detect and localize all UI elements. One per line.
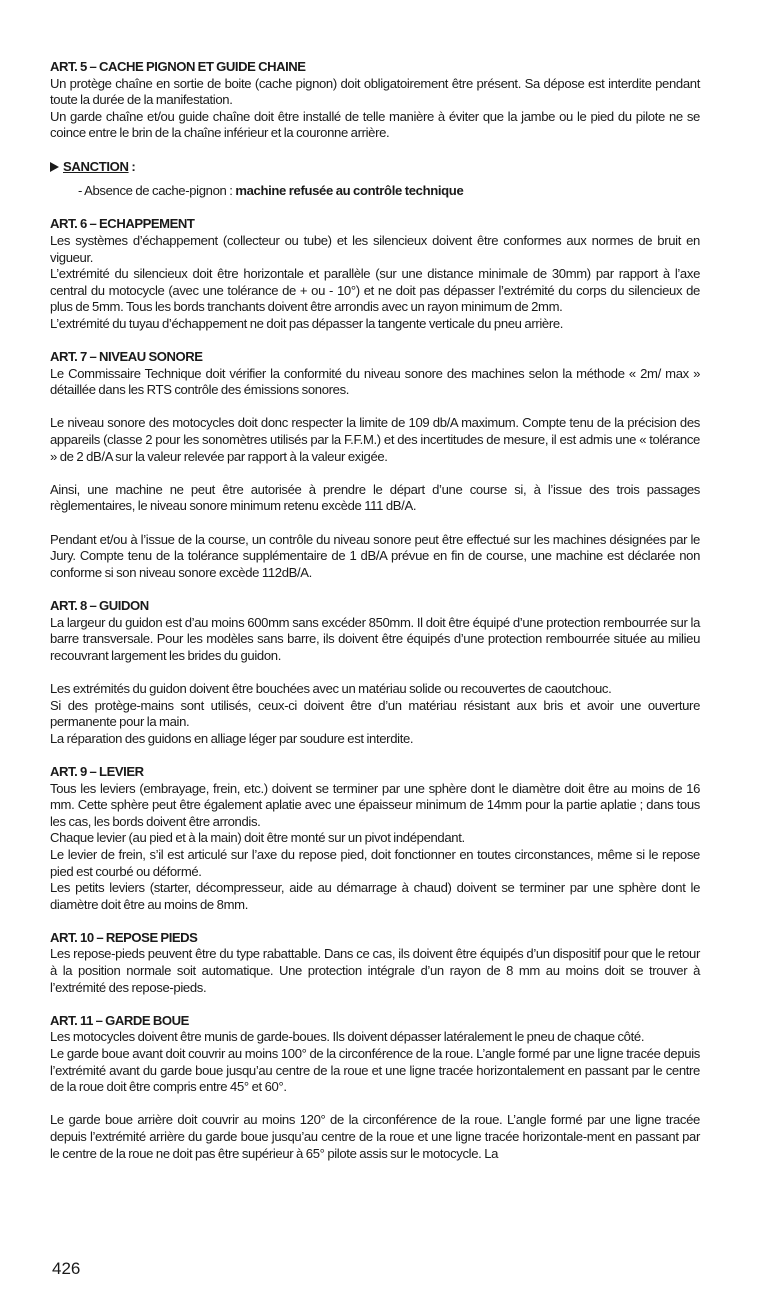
art8-paragraph-3: Si des protège-mains sont utilisés, ceux-ci doivent être d’un matériau résistant aux bris et avoir une ouverture permanente pour la main.: [50, 697, 700, 730]
art7-heading: ART. 7 – NIVEAU SONORE: [50, 349, 203, 365]
triangle-bullet-icon: [50, 162, 59, 172]
sanction-colon: :: [128, 158, 136, 174]
sanction-item-penalty: machine refusée au contrôle technique: [235, 183, 464, 199]
art9-paragraph-2: Chaque levier (au pied et à la main) doit être monté sur un pivot indépendant.: [50, 830, 465, 846]
art6-paragraph-3: L’extrémité du tuyau d’échappement ne doit pas dépasser la tangente verticale du pneu arrière.: [50, 315, 564, 331]
art7-paragraph-1: Le Commissaire Technique doit vérifier la conformité du niveau sonore des machines selon la méthode « 2m/ max » détaillée dans les RTS contrôle des émissions sonores.: [50, 365, 700, 398]
art11-paragraph-3: Le garde boue arrière doit couvrir au moins 120° de la circonférence de la roue. L’angle formé par une ligne tracée depuis l’extrémité arrière du garde boue jusqu’au centre de la roue et une ligne tracée horizontale-ment en passant par le centre de la roue ne doit pas être supérieur à 65° pilote assis sur le motocycle. La: [50, 1112, 700, 1161]
sanction-label: SANCTION: [63, 158, 129, 174]
art8-paragraph-2: Les extrémités du guidon doivent être bouchées avec un matériau solide ou recouvertes de caoutchouc.: [50, 680, 612, 696]
art6-paragraph-1: Les systèmes d’échappement (collecteur ou tube) et les silencieux doivent être conformes aux normes de bruit en vigueur.: [50, 232, 700, 265]
page-number: 426: [52, 1259, 81, 1278]
document-body: [50, 59, 700, 1162]
art9-paragraph-3: Le levier de frein, s’il est articulé sur l’axe du repose pied, doit fonctionner en toutes circonstances, même si le repose pied est courbé ou déformé.: [50, 846, 700, 879]
sanction-heading: [50, 159, 700, 176]
art9-heading: ART. 9 – LEVIER: [50, 763, 144, 779]
art7-paragraph-4: Pendant et/ou à l’issue de la course, un contrôle du niveau sonore peut être effectué sur les machines désignées par le Jury. Compte tenu de la tolérance supplémentaire de 1 dB/A prévue en fin de course, une machine est déclarée non conforme si son niveau sonore excède 112dB/A.: [50, 531, 700, 580]
art11-heading: ART. 11 – GARDE BOUE: [50, 1012, 189, 1028]
art11-paragraph-2: Le garde boue avant doit couvrir au moins 100° de la circonférence de la roue. L’angle formé par une ligne tracée depuis l’extrémité avant du garde boue jusqu’au centre de la roue et une ligne tracée horizontalement en passant par le centre de la roue doit être compris entre 45° et 60°.: [50, 1046, 700, 1095]
art10-paragraph-1: Les repose-pieds peuvent être du type rabattable. Dans ce cas, ils doivent être équipés d’un dispositif pour que le retour à la position normale soit automatique. Une protection intégrale d’un rayon de 8 mm au moins doit se trouver à l’extrémité des repose-pieds.: [50, 946, 700, 995]
sanction-item-text: - Absence de cache-pignon :: [78, 183, 236, 199]
art5-paragraph-1: Un protège chaîne en sortie de boite (cache pignon) doit obligatoirement être présent. Sa dépose est interdite pendant toute la durée de la manifestation.: [50, 75, 700, 108]
art11-paragraph-1: Les motocycles doivent être munis de garde-boues. Ils doivent dépasser latéralement le pneu de chaque côté.: [50, 1029, 645, 1045]
art6-heading: ART. 6 – ECHAPPEMENT: [50, 216, 195, 232]
art9-paragraph-4: Les petits leviers (starter, décompresseur, aide au démarrage à chaud) doivent se terminer par une sphère dont le diamètre doit être au moins de 8mm.: [50, 880, 700, 912]
art7-paragraph-3: Ainsi, une machine ne peut être autorisée à prendre le départ d’une course si, à l’issue des trois passages règlementaires, le niveau sonore minimum retenu excède 111 dB/A.: [50, 481, 700, 514]
art7-paragraph-2: Le niveau sonore des motocycles doit donc respecter la limite de 109 db/A maximum. Compte tenu de la précision des appareils (classe 2 pour les sonomètres utilisés par la F.F.M.) et des incertitudes de mesure, il est admis une « tolérance » de 2 dB/A sur la valeur relevée par rapport à la valeur exigée.: [50, 415, 700, 464]
art6-paragraph-2: L’extrémité du silencieux doit être horizontale et parallèle (sur une distance minimale de 30mm) par rapport à l’axe central du motocycle (avec une tolérance de + ou - 10°) et ne doit pas dépasser l’extrémité du corps du silencieux de plus de 5mm. Tous les bords tranchants doivent être arrondis avec un rayon minimum de 2mm.: [50, 266, 700, 315]
art10-heading: ART. 10 – REPOSE PIEDS: [50, 929, 198, 945]
art5-paragraph-2: Un garde chaîne et/ou guide chaîne doit être installé de telle manière à éviter que la jambe ou le pied du pilote ne se coince entre le brin de la chaîne inférieur et la couronne arrière.: [50, 108, 700, 141]
art8-paragraph-1: La largeur du guidon est d’au moins 600mm sans excéder 850mm. Il doit être équipé d’une protection rembourrée sur la barre transversale. Pour les modèles sans barre, ils doivent être équipés d’une protection rembourrée située au milieu recouvrant largement les brides du guidon.: [50, 614, 700, 663]
sanction-item: [50, 183, 700, 200]
art9-paragraph-1: Tous les leviers (embrayage, frein, etc.) doivent se terminer par une sphère dont le diamètre doit être au moins de 16 mm. Cette sphère peut être également aplatie avec une épaisseur minimum de 14mm pour la partie aplatie ; dans tous les cas, les bords doivent être arrondis.: [50, 780, 700, 829]
art8-paragraph-4: La réparation des guidons en alliage léger par soudure est interdite.: [50, 730, 414, 746]
art5-heading: ART. 5 – CACHE PIGNON ET GUIDE CHAINE: [50, 59, 306, 74]
art8-heading: ART. 8 – GUIDON: [50, 598, 149, 613]
